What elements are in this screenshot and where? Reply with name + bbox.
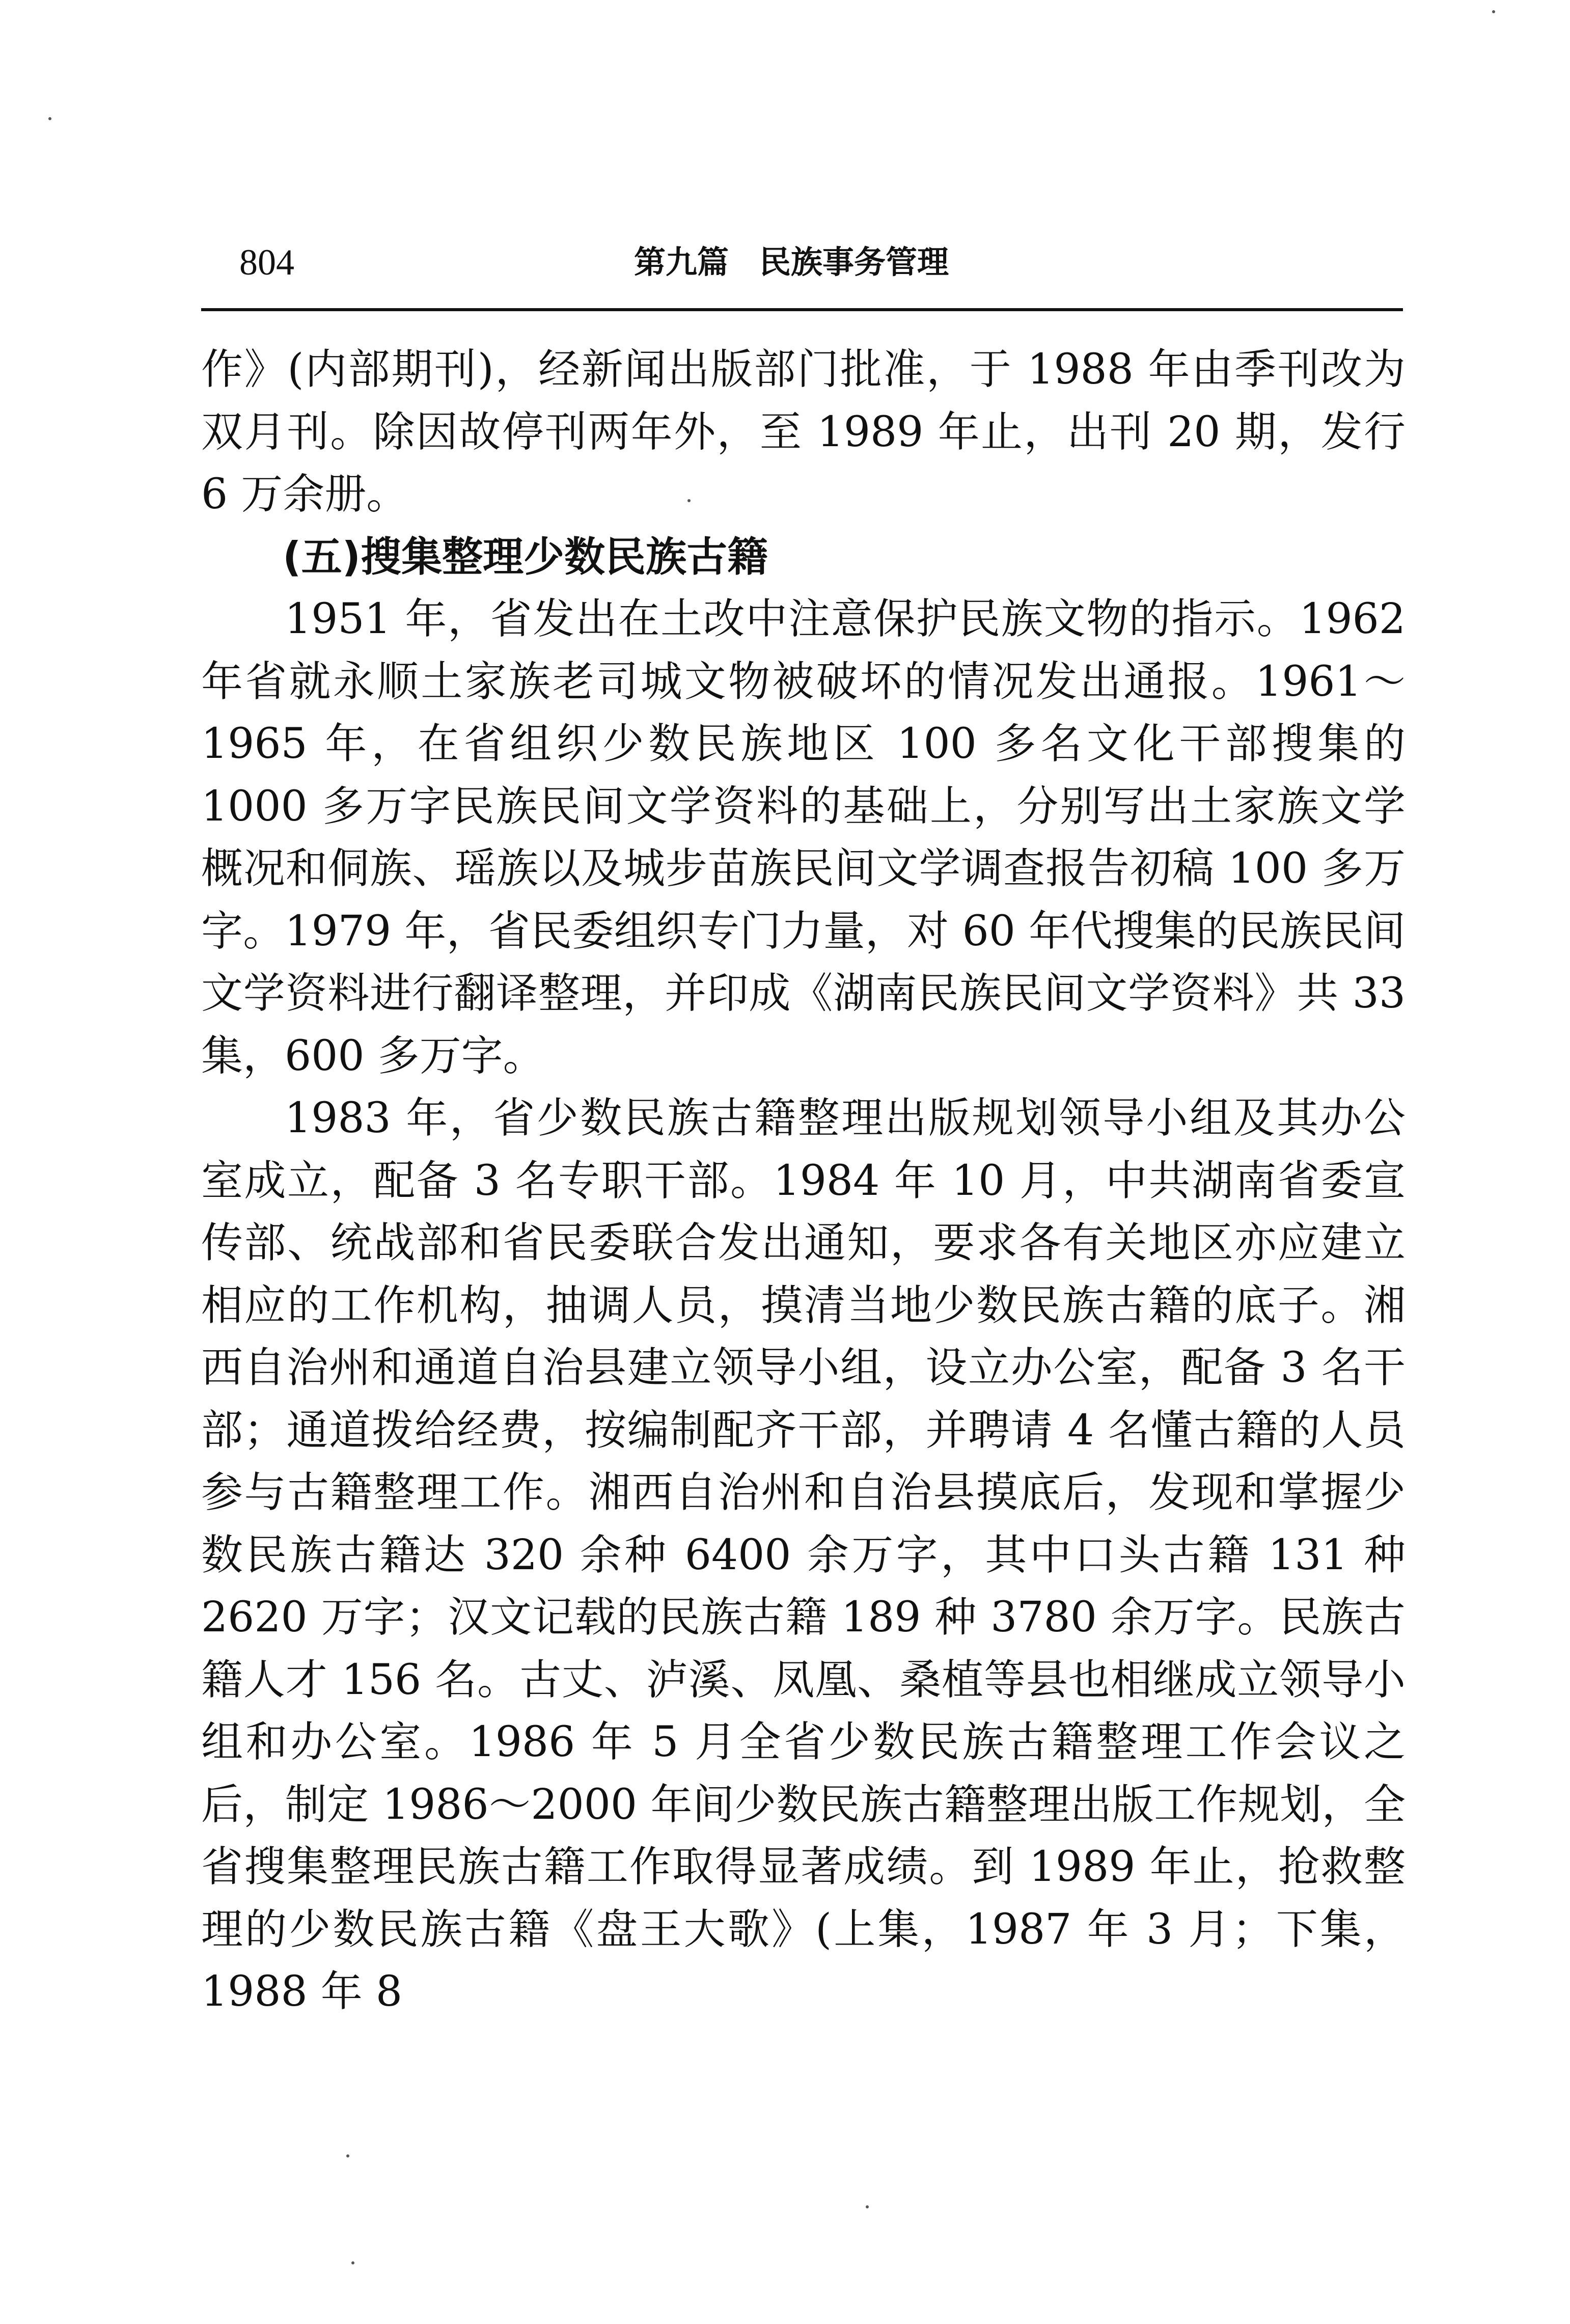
paragraph-1: 1951 年，省发出在土改中注意保护民族文物的指示。1962 年省就永顺土家族老司城文物被破坏的情况发出通报。1961～1965 年，在省组织少数民族地区 100 多名文化干部搜集的 1000 多万字民族民间文学资料的基础上，分别写出土家族文学概况和侗族、瑶族以及城步苗族民间文学调查报告初稿 100 多万字。1979 年，省民委组织专门力量，对 60 年代搜集的民族民间文学资料进行翻译整理，并印成《湖南民族民间文学资料》共 33 集，600 多万字。: [201, 595, 1406, 1080]
scan-speck: [48, 117, 51, 120]
scan-speck: [346, 2154, 349, 2157]
body-text: [201, 339, 1406, 2024]
running-header: [201, 239, 1403, 295]
header-rule: [201, 308, 1403, 311]
scan-speck: [351, 2261, 354, 2264]
scan-speck: [1492, 10, 1495, 13]
paragraph-2: 1983 年，省少数民族古籍整理出版规划领导小组及其办公室成立，配备 3 名专职干部。1984 年 10 月，中共湖南省委宣传部、统战部和省民委联合发出通知，要求各有关地区亦应建立相应的工作机构，抽调人员，摸清当地少数民族古籍的底子。湘西自治州和通道自治县建立领导小组，设立办公室，配备 3 名干部；通道拨给经费，按编制配齐干部，并聘请 4 名懂古籍的人员参与古籍整理工作。湘西自治州和自治县摸底后，发现和掌握少数民族古籍达 320 余种 6400 余万字，其中口头古籍 131 种 2620 万字；汉文记载的民族古籍 189 种 3780 余万字。民族古籍人才 156 名。古丈、泸溪、凤凰、桑植等县也相继成立领导小组和办公室。1986 年 5 月全省少数民族古籍整理工作会议之后，制定 1986～2000 年间少数民族古籍整理出版工作规划，全省搜集整理民族古籍工作取得显著成绩。到 1989 年止，抢救整理的少数民族古籍《盘王大歌》(上集，1987 年 3 月；下集，1988 年 8: [201, 1094, 1406, 2016]
scan-speck: [866, 2205, 869, 2208]
subheading: (五)搜集整理少数民族古籍: [283, 533, 768, 581]
scan-speck: [687, 499, 691, 502]
part-label: 第九篇: [634, 243, 729, 281]
paragraph-continued: 作》(内部期刊)，经新闻出版部门批准，于 1988 年由季刊改为双月刊。除因故停刊两年外，至 1989 年止，出刊 20 期，发行 6 万余册。: [201, 345, 1406, 518]
page-number: 804: [239, 242, 294, 283]
part-title: 民族事务管理: [759, 243, 949, 281]
chapter-title: [634, 239, 949, 285]
